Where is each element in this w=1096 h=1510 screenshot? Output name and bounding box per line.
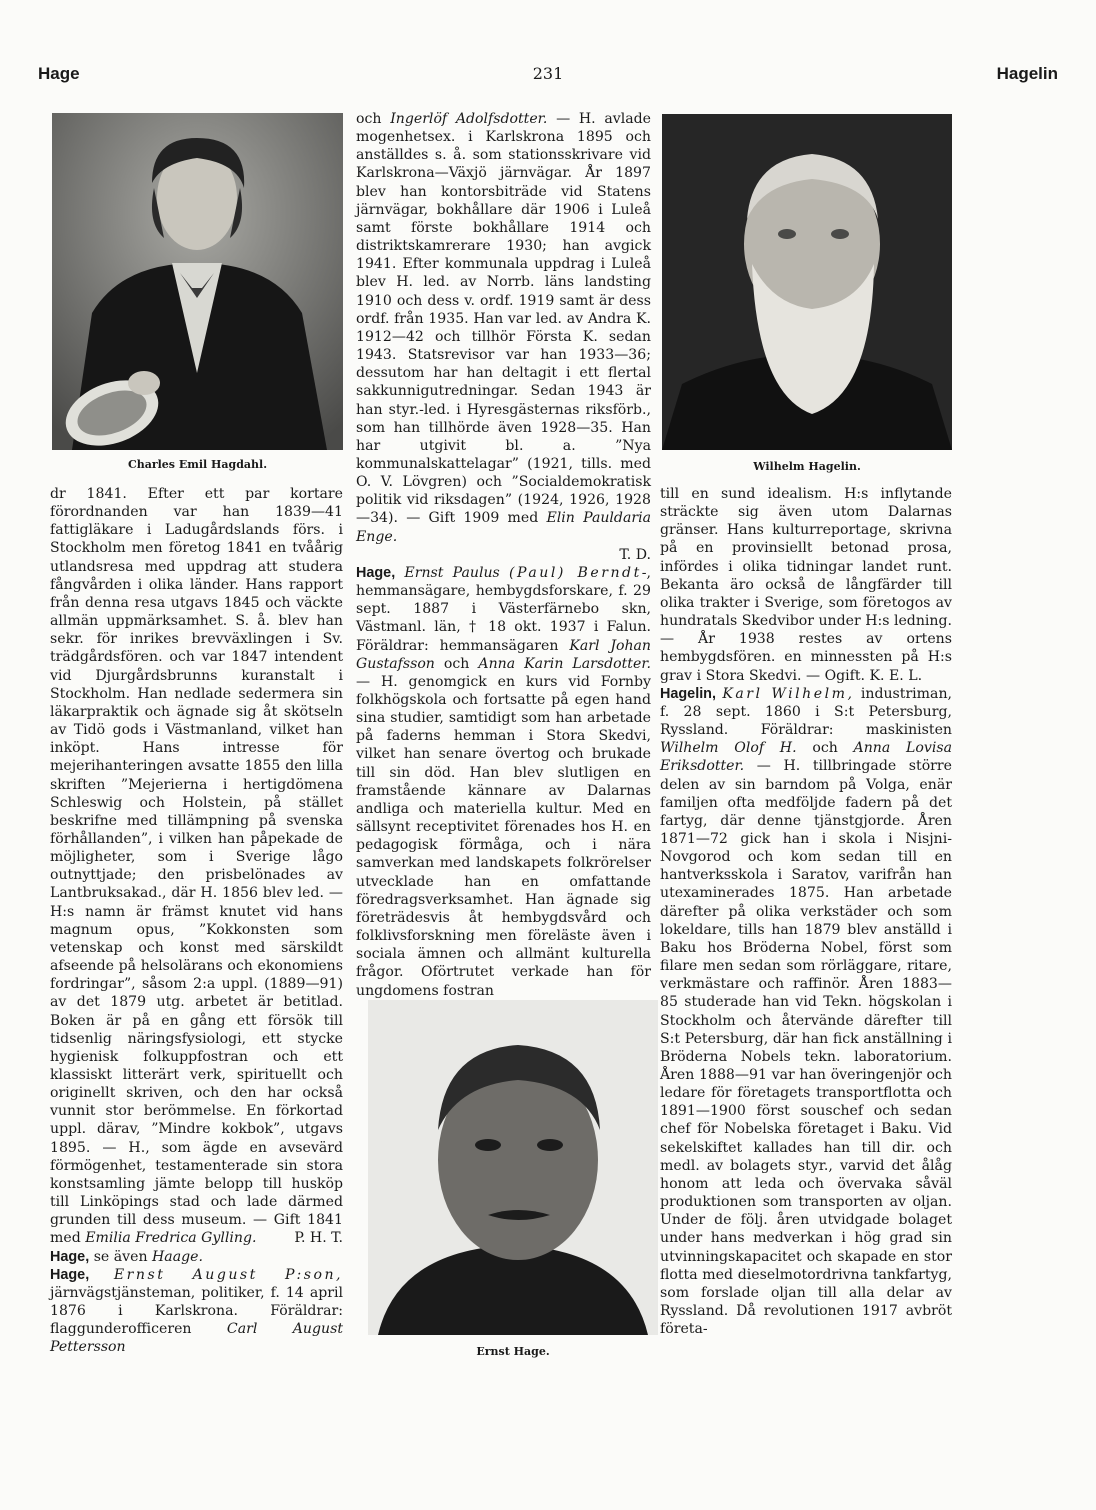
entry-head: Hage, bbox=[356, 564, 396, 581]
parent-name: Carl August Pettersson bbox=[50, 1321, 343, 1356]
column-2 bbox=[356, 110, 651, 1000]
text: och bbox=[443, 655, 470, 672]
parent-name: Anna Karin Larsdotter. bbox=[478, 655, 651, 672]
author-sig: T. D. bbox=[619, 546, 651, 563]
entry-text: industriman, f. 28 sept. 1860 i S:t Petersburg, Ryssland. Föräldrar: maskinisten bbox=[660, 685, 953, 739]
entry-hage-crossref bbox=[50, 1248, 343, 1266]
author-sig: P. H. T. bbox=[294, 1230, 343, 1247]
entry-head: Hage, bbox=[50, 1266, 90, 1283]
text: — H. avlade mogenhetsex. i Karlskrona 1895 och anställdes s. å. som stationsskrivare vid Karlskrona—Växjö järnvägar. År 1897 blev han kontorsbiträde vid Statens järnvägar, bokhållare där 1906 i Luleå samt förste bokhållare 1914 och distriktskamrerare 1930; han avgick 1941. Efter kommunala uppdrag i Luleå blev H. led. av Norrb. läns landsting 1910 och dess v. ordf. 1919 samt är dess ordf. från 1935. Han var led. av Andra K. 1912—42 och tillhör Första K. sedan 1943. Statsrevisor var han 1933—36; dessutom har han deltagit i ett flertal sakkunnigutredningar. Sedan 1943 är han styr.-led. i Hyresgästernas riksförb., som han tillhörde även 1928—35. Han har utgivit bl. a. ”Nya kommunalskattelagar” (1921, tills. med O. V. Lövgren) och ”Socialdemokratisk politik vid riksdagen” (1924, 1926, 1928—34). — Gift 1909 med bbox=[356, 111, 651, 527]
entry-hage-continued bbox=[660, 485, 952, 685]
entry-text: -, hemmansägare, hembygdsforskare, f. 29 sept. 1887 i Västerfärnebo skn, Västmanl. län, † 18 okt. 1937 i Falun. Föräldrar: hemmansägaren bbox=[356, 564, 651, 654]
entry-name: Karl Wilhelm, bbox=[722, 685, 855, 702]
entry-hage-ernst-paulus bbox=[356, 564, 651, 1000]
column-3 bbox=[660, 485, 952, 1338]
hagdahl-text: dr 1841. Efter ett par kortare förordnanden var han 1839—41 fattigläkare i Ladugårdslands förs. i Stockholm men företog 1841 en tvåårig utlandsresa med uppdrag att studera fångvården i olika länder. Hans rapport från denna resa utgavs 1845 och väckte allmän uppmärksamhet. S. å. blev han sekr. för inrikes brevväxlingen i Sv. trädgårdsfören. och var 1847 intendent vid Djurgårdsbrunns kuranstalt i Stockholm. Han nedlade sedermera sin läkarpraktik och ägnade sig åt skötseln av Tidö gods i Västmanland, vilket han inköpt. Hans intresse för mejerihanteringen avsatte 1855 den lilla skriften ”Mejerierna i hertigdömena Schleswig och Holstein, på stället beskrifne med tillämpning på svenska förhållanden”, i vilken han påpekade de möjligheter, som i Sverige lågo outnyttjade; den prisbelönades av Lantbruksakad., där H. 1856 blev led. — H:s namn är främst knutet vid hans magnum opus, ”Kokkonsten som vetenskap och konst med särskildt afseende på helsolärans och ekonomiens fordringar”, såsom 2:a uppl. (1889—91) av det 1879 utg. arbetet är betitlad. Boken är på en gång ett försök till tidsenlig näringsfysiologi, ett stycke hygienisk folkuppfostran och ett klassiskt litterärt verk, spirituellt och originellt skriven, och den har också vunnit stor berömmelse. En förkortad uppl. därav, ”Mindre kokbok”, utgavs 1895. — H., som ägde en avsevärd förmögenhet, testamenterade sin stora konstsamling jämte belopp till husköp till Linköpings stad och lade därmed grunden till dess museum. — Gift 1841 med bbox=[50, 486, 343, 1247]
running-head-right: Hagelin bbox=[996, 64, 1058, 83]
entry-hage-ernst-august bbox=[50, 1266, 343, 1357]
entry-name-spaced: (Paul) Berndt bbox=[509, 564, 642, 581]
entry-name: Ernst August P:son, bbox=[113, 1266, 343, 1283]
column-1 bbox=[50, 485, 343, 1357]
text: till en sund idealism. H:s inflytande sträckte sig även utom Dalarnas gränser. Hans kulturreportage, skrivna på en provinsiellt betonad prosa, infördes i olika tidningar landet runt. Bekanta äro också de långfärder till olika trakter i Sverige, som företogos av hundratals Skedvibor under H:s ledning. — År 1938 restes av ortens hembygdsfören. en minnessten på H:s grav i Stora Skedvi. — Ogift. K. E. L. bbox=[660, 486, 952, 684]
entry-hage-continued bbox=[356, 110, 651, 564]
portrait-ernst-hage bbox=[368, 1000, 658, 1335]
portrait-hagdahl bbox=[52, 113, 343, 450]
parent-name: Anna Lovisa Eriksdotter. bbox=[660, 740, 952, 775]
parent-name: Wilhelm Olof H. bbox=[660, 740, 797, 757]
parent-name: Karl Johan Gustafsson bbox=[356, 637, 652, 672]
parent-name: Ingerlöf Adolfsdotter. bbox=[390, 111, 548, 127]
entry-text: — H. genomgick en kurs vid Fornby folkhögskola och fortsatte på egen hand sina studier, samtidigt som han arbetade på faderns hemman i Stora Skedvi, vilket han senare övertog och brukade till sin död. Han blev slutligen en framstående kännare av Dalarnas andliga och materiella kultur. Med en sällsynt receptivitet förenades hos H. en pedagogisk förmåga, och i nära samverkan med landskapets folkrörelser utvecklade han en omfattande föredragsverksamhet. Han ägnade sig företrädesvis åt hembygdsvård och folklivsforskning men föreläste även i sociala ämnen och allmänt kulturella frågor. Oförtrutet verkade han för ungdomens fostran bbox=[356, 673, 651, 999]
spouse-name: Emilia Fredrica Gylling. bbox=[85, 1230, 257, 1247]
entry-name: Ernst Paulus bbox=[404, 564, 500, 581]
entry-hagelin bbox=[660, 685, 952, 1339]
page-number: 231 bbox=[532, 64, 564, 83]
see-also: se även bbox=[93, 1248, 148, 1265]
portrait-hagelin bbox=[662, 114, 952, 450]
entry-text: järnvägstjänsteman, politiker, f. 14 april 1876 i Karlskrona. Föräldrar: flaggunderofficeren bbox=[50, 1284, 343, 1338]
spouse-name: Elin Pauldaria Enge. bbox=[356, 510, 651, 545]
caption-ernst-hage: Ernst Hage. bbox=[476, 1345, 550, 1358]
entry-head: Hagelin, bbox=[660, 685, 716, 702]
col1-paragraph bbox=[50, 485, 343, 1248]
entry-text: — H. tillbringade större delen av sin barndom på Volga, enär familjen ofta medföljde fadern på det fartyg, där denne tjänstgjorde. Åren 1871—72 gick han i skola i Nisjni-Novgorod och kom sedan till en hantverksskola i Saratov, varifrån han utexaminerades 1875. Han arbetade därefter på olika verkstäder och som lokeldare, tills han 1879 blev anställd i Baku hos Bröderna Nobel, först som filare men sedan som rörläggare, ritare, verkmästare och raffinör. Åren 1883—85 studerade han vid Tekn. högskolan i Stockholm och återvände därefter till S:t Petersburg, där han fick anställning i Bröderna Nobels tekn. laboratorium. Åren 1888—91 var han överingenjör och ledare för företagets transportflotta och 1891—1900 först souschef och sedan chef för Nobelska företaget i Baku. Vid sekelskiftet kallades han till dir. och medl. av bolagets styr., varvid det ålåg honom att leda och övervaka såväl produktionen som transporten av oljan. Under de följ. åren utvidgade bolaget under hans medverkan i hög grad sin utvinningskapacitet och skapade en stor flotta med dieselmotordrivna tankfartyg, som forslade oljan till alla delar av Ryssland. Då revolutionen 1917 avbröt företa- bbox=[660, 758, 952, 1338]
running-head-left: Hage bbox=[38, 64, 80, 83]
see-also-target: Haage. bbox=[152, 1248, 203, 1265]
caption-hagelin: Wilhelm Hagelin. bbox=[753, 460, 861, 473]
text: och bbox=[812, 740, 838, 757]
text: och bbox=[356, 111, 382, 127]
caption-hagdahl: Charles Emil Hagdahl. bbox=[127, 458, 268, 471]
entry-head: Hage, bbox=[50, 1248, 90, 1265]
